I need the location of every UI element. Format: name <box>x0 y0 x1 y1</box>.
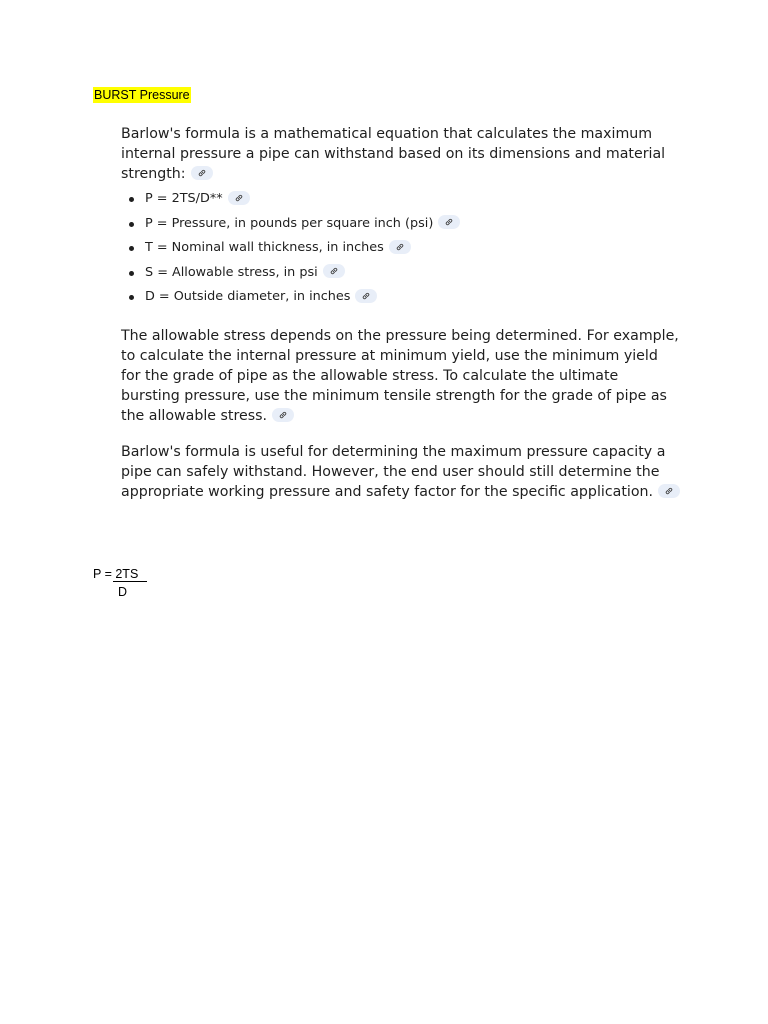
source-link-chip[interactable] <box>323 264 345 278</box>
bullet-dot <box>129 246 134 251</box>
source-link-chip[interactable] <box>658 484 680 498</box>
intro-text: Barlow's formula is a mathematical equation that calculates the maximum internal pressure a pipe can withstand based on its dimensions and material strength: <box>121 126 666 182</box>
list-item <box>121 285 681 310</box>
bullet-dot <box>129 295 134 300</box>
link-icon <box>235 194 243 202</box>
usefulness-paragraph <box>121 442 681 502</box>
formula-numerator: 2TS <box>115 567 139 581</box>
list-item <box>121 187 681 212</box>
bullet-dot <box>129 197 134 202</box>
formula-variable-list <box>121 187 681 310</box>
list-item-text: T = Nominal wall thickness, in inches <box>145 240 384 256</box>
list-item-text: S = Allowable stress, in psi <box>145 264 318 280</box>
link-icon <box>198 169 206 177</box>
link-icon <box>445 218 453 226</box>
link-icon <box>665 487 673 495</box>
link-icon <box>330 267 338 275</box>
source-link-chip[interactable] <box>228 191 250 205</box>
link-icon <box>279 411 287 419</box>
paragraph-text: Barlow's formula is useful for determining the maximum pressure capacity a pipe can safely withstand. However, the end user should still determine the appropriate working pressure and safety factor for the specific application. <box>121 443 666 500</box>
source-link-chip[interactable] <box>438 215 460 229</box>
list-item-text: P = 2TS/D** <box>145 191 223 206</box>
bullet-dot <box>129 271 134 276</box>
document-heading: BURST Pressure <box>94 88 190 102</box>
list-item <box>121 236 681 261</box>
link-icon <box>362 292 370 300</box>
barlow-formula-fraction <box>93 566 138 582</box>
source-link-chip[interactable] <box>355 289 377 303</box>
source-link-chip[interactable] <box>272 408 294 422</box>
list-item-text: P = Pressure, in pounds per square inch (psi) <box>145 215 434 231</box>
paragraph-text: The allowable stress depends on the pressure being determined. For example, to calculate the internal pressure at minimum yield, use the minimum yield for the grade of pipe as the allowable stress. To calculate the ultimate bursting pressure, use the minimum tensile strength for the grade of pipe as the allowable stress. <box>121 327 679 424</box>
list-item-text: D = Outside diameter, in inches <box>145 289 351 305</box>
bullet-dot <box>129 222 134 227</box>
source-link-chip[interactable] <box>389 240 411 254</box>
intro-paragraph <box>121 124 681 184</box>
formula-lhs: P = <box>93 567 116 581</box>
list-item <box>121 212 681 237</box>
allowable-stress-paragraph <box>121 326 681 426</box>
source-link-chip[interactable] <box>191 166 213 180</box>
formula-denominator: D <box>118 585 128 599</box>
pasted-snippet <box>121 124 681 502</box>
link-icon <box>396 243 404 251</box>
fraction-bar <box>113 581 147 582</box>
list-item <box>121 261 681 286</box>
